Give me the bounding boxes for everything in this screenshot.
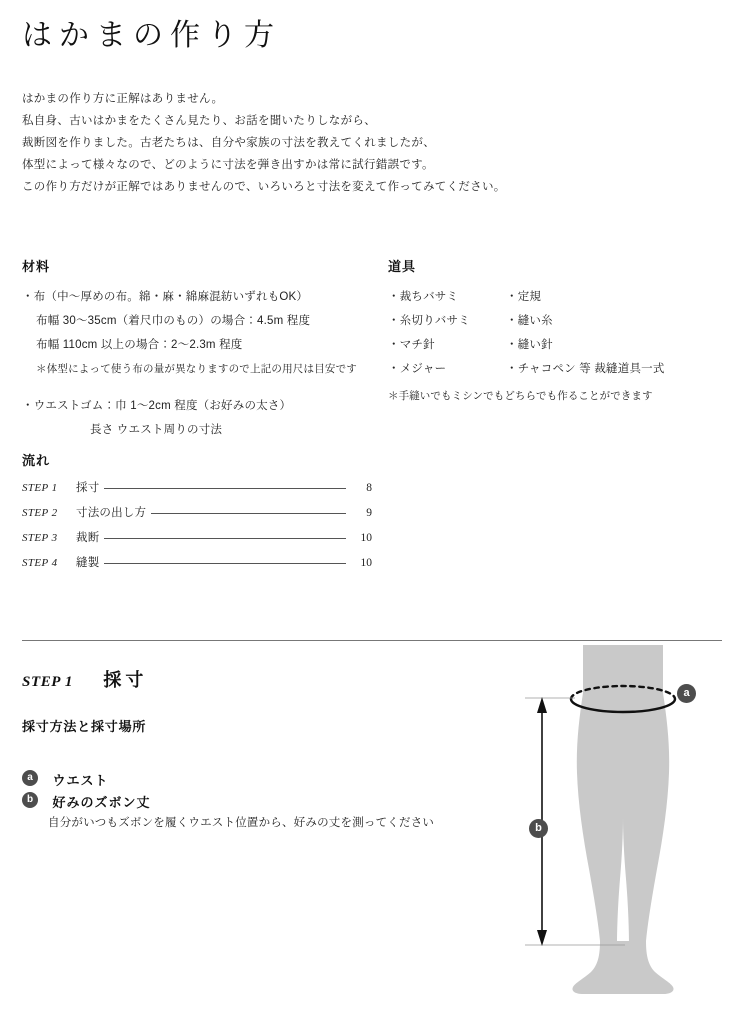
material-item: ・布（中〜厚めの布。綿・麻・綿麻混紡いずれもOK） bbox=[22, 291, 309, 303]
tool-item: ・縫い糸 bbox=[506, 315, 553, 327]
toc-step-label: 採寸 bbox=[76, 482, 100, 494]
toc-page-number: 8 bbox=[366, 482, 372, 494]
tool-row bbox=[388, 285, 718, 309]
body-silhouette-icon bbox=[572, 645, 673, 994]
flow-section bbox=[22, 450, 372, 579]
toc-leader-line bbox=[151, 513, 346, 514]
measure-item-waist bbox=[22, 770, 492, 792]
tool-item: ・裁ちバサミ bbox=[388, 291, 459, 303]
measure-list bbox=[22, 770, 492, 835]
materials-heading: 材料 bbox=[22, 259, 51, 274]
tool-item: ・メジャー bbox=[388, 363, 447, 375]
toc-step-number: STEP 4 bbox=[22, 557, 58, 569]
toc-step-number: STEP 2 bbox=[22, 507, 58, 519]
toc-row[interactable] bbox=[22, 529, 372, 554]
tool-item: ・マチ針 bbox=[388, 339, 435, 351]
toc-row[interactable] bbox=[22, 554, 372, 579]
page-title: はかまの作り方 bbox=[22, 19, 281, 52]
step1-title: 採寸 bbox=[103, 670, 148, 690]
toc-page-number: 10 bbox=[360, 532, 372, 544]
toc-leader-line bbox=[104, 538, 346, 539]
material-item: 長さ ウエスト周りの寸法 bbox=[90, 424, 223, 436]
figure-badge-a: a bbox=[677, 684, 696, 703]
tools-note: ＊手縫いでもミシンでもどちらでも作ることができます bbox=[388, 390, 653, 402]
intro-line: 裁断図を作りました。古老たちは、自分や家族の寸法を教えてくれましたが、 bbox=[22, 137, 435, 149]
toc-list bbox=[22, 479, 372, 579]
toc-row[interactable] bbox=[22, 479, 372, 504]
toc-step-label: 寸法の出し方 bbox=[76, 507, 147, 519]
toc-step-number: STEP 3 bbox=[22, 532, 58, 544]
toc-step-number: STEP 1 bbox=[22, 482, 58, 494]
intro-line: はかまの作り方に正解はありません。 bbox=[22, 93, 224, 105]
toc-page-number: 10 bbox=[360, 557, 372, 569]
toc-row[interactable] bbox=[22, 504, 372, 529]
toc-step-label: 裁断 bbox=[76, 532, 100, 544]
measure-item-length bbox=[22, 792, 492, 835]
intro-line: 体型によって様々なので、どのように寸法を弾き出すかは常に試行錯誤です。 bbox=[22, 159, 434, 171]
measurement-figure bbox=[505, 645, 742, 995]
tool-item: ・縫い針 bbox=[506, 339, 553, 351]
measure-description: 自分がいつもズボンを履くウエスト位置から、好みの丈を測ってください bbox=[48, 817, 435, 829]
badge-b-icon: b bbox=[22, 792, 38, 808]
step1-heading bbox=[22, 666, 147, 692]
intro-line: この作り方だけが正解ではありませんので、いろいろと寸法を変えて作ってみてください。 bbox=[22, 181, 506, 193]
tool-item: ・定規 bbox=[506, 291, 542, 303]
toc-leader-line bbox=[104, 488, 346, 489]
material-item: 布幅 30〜35cm（着尺巾のもの）の場合：4.5m 程度 bbox=[36, 315, 311, 327]
tool-row bbox=[388, 333, 718, 357]
step1-subheading: 採寸方法と採寸場所 bbox=[22, 719, 147, 734]
toc-step-label: 縫製 bbox=[76, 557, 100, 569]
intro-paragraph bbox=[22, 88, 662, 198]
tool-row bbox=[388, 357, 718, 381]
toc-page-number: 9 bbox=[366, 507, 372, 519]
tools-section bbox=[388, 256, 718, 407]
materials-section bbox=[22, 256, 382, 442]
flow-heading: 流れ bbox=[22, 453, 51, 468]
toc-leader-line bbox=[104, 563, 346, 564]
material-item: 布幅 110cm 以上の場合：2〜2.3m 程度 bbox=[36, 339, 243, 351]
material-item: ・ウエストゴム：巾 1〜2cm 程度（お好みの太さ） bbox=[22, 400, 292, 412]
tool-item: ・糸切りバサミ bbox=[388, 315, 470, 327]
measure-label: 好みのズボン丈 bbox=[52, 795, 151, 810]
badge-a-icon: a bbox=[22, 770, 38, 786]
intro-line: 私自身、古いはかまをたくさん見たり、お話を聞いたりしながら、 bbox=[22, 115, 376, 127]
material-note: ＊体型によって使う布の量が異なりますので上記の用尺は目安です bbox=[36, 363, 357, 375]
tool-row bbox=[388, 309, 718, 333]
step1-number: STEP 1 bbox=[22, 674, 73, 690]
measure-label: ウエスト bbox=[52, 773, 109, 788]
tool-item: ・チャコペン 等 裁縫道具一式 bbox=[506, 363, 665, 375]
section-divider bbox=[22, 640, 722, 641]
figure-badge-b: b bbox=[529, 819, 548, 838]
tools-heading: 道具 bbox=[388, 259, 417, 274]
tools-list bbox=[388, 285, 718, 407]
materials-list bbox=[22, 285, 382, 442]
